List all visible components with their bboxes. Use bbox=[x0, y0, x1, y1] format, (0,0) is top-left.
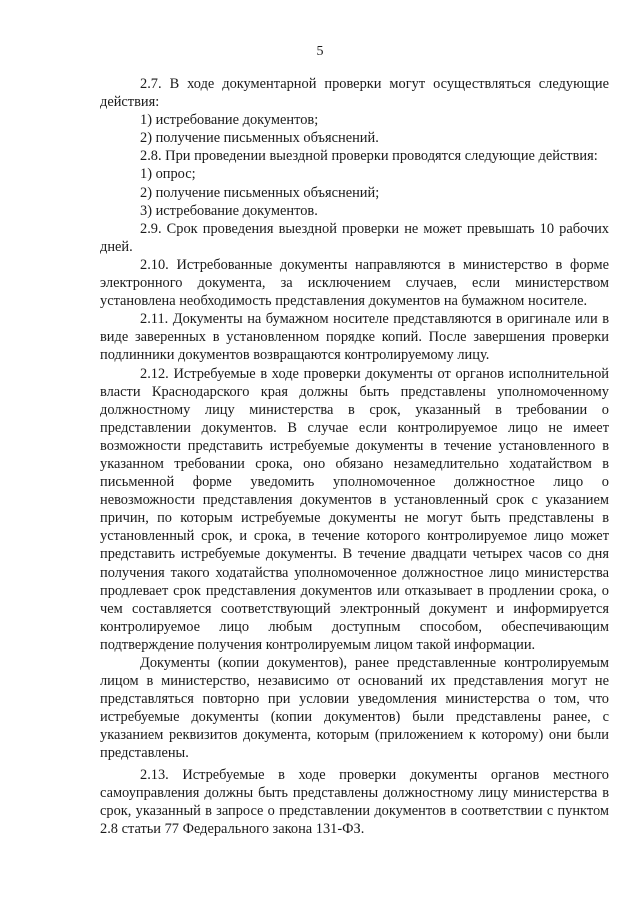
paragraph-2-11: 2.11. Документы на бумажном носителе представляются в оригинале или в виде заверенных в установленном порядке копий. После завершения проверки подлинники документов возвращаются контролируемому лицу. bbox=[100, 311, 609, 364]
list-item: 3) истребование документов. bbox=[140, 202, 318, 219]
paragraph-2-9: 2.9. Срок проведения выездной проверки не может превышать 10 рабочих дней. bbox=[100, 220, 609, 255]
list-item: 1) истребование документов; bbox=[140, 112, 319, 129]
document-body bbox=[100, 75, 609, 838]
paragraph-2-7: 2.7. В ходе документарной проверки могут осуществляться следующие действия: bbox=[100, 76, 609, 111]
list-item: 2) получение письменных объяснений. bbox=[140, 130, 379, 147]
paragraph-2-13: 2.13. Истребуемые в ходе проверки документы органов местного самоуправления должны быть представлены должностному лицу министерства в срок, указанный в запросе о представлении документов в соответствии с пунктом 2.8 статьи 77 Федерального закона 131-ФЗ. bbox=[100, 766, 609, 837]
paragraph-2-8: 2.8. При проведении выездной проверки проводятся следующие действия: bbox=[140, 148, 598, 165]
paragraph-2-12: 2.12. Истребуемые в ходе проверки документы от органов исполнительной власти Краснодарского края должны быть представлены уполномоченному должностному лицу министерства в срок, указанный в требовании о представлении документов. В случае если контролируемое лицо не имеет возможности представить истребуемые документы в течение установленного в указанном требовании срока, оно обязано незамедлительно ходатайством в письменной форме уведомить уполномоченное должностное лицо о невозможности представления документов в установленный срок с указанием причин, по которым истребуемые документы не могут быть представлены в установленный срок, и срока, в течение которого контролируемое лицо может представить истребуемые документы. В течение двадцати четырех часов со дня получения такого ходатайства уполномоченное должностное лицо министерства продлевает срок представления документов или отказывает в продлении срока, о чем составляется соответствующий электронный документ и информируется контролируемое лицо любым доступным способом, обеспечивающим подтверждение получения контролируемым лицом такой информации. bbox=[100, 365, 609, 653]
page-number: 5 bbox=[316, 44, 324, 59]
paragraph-2-10: 2.10. Истребованные документы направляются в министерство в форме электронного документа, за исключением случаев, если министерством установлена необходимость представления документов на бумажном носителе. bbox=[100, 256, 609, 310]
list-item: 1) опрос; bbox=[140, 166, 196, 183]
paragraph-documents-copies: Документы (копии документов), ранее представленные контролируемым лицом в министерство, независимо от оснований их представления могут не представляться повторно при условии уведомления министерства о том, что истребуемые документы (копии документов) были представлены ранее, с указанием реквизитов документа, которым (приложением к которому) они были представлены. bbox=[100, 655, 609, 762]
list-item: 2) получение письменных объяснений; bbox=[140, 184, 380, 201]
